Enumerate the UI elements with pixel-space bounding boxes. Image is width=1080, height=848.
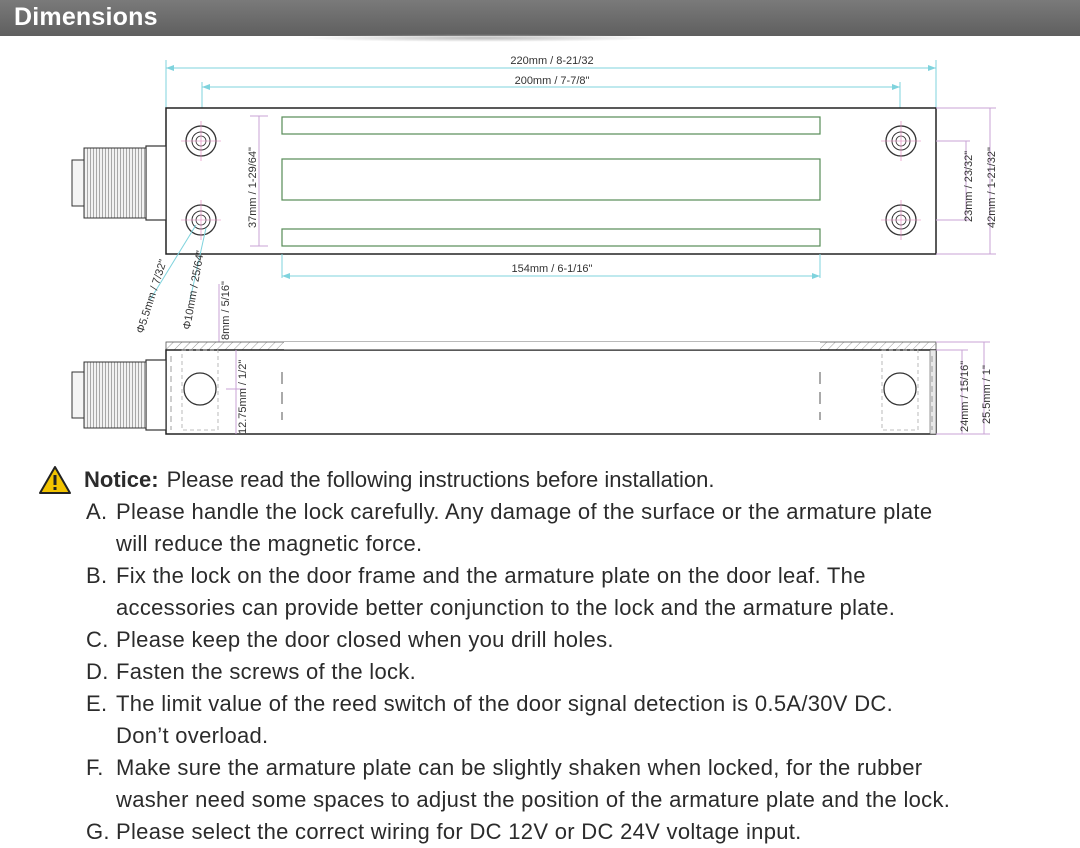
item-text: Fasten the screws of the lock. (116, 659, 417, 684)
warning-icon (38, 465, 72, 495)
hole-large-label: Φ10mm / 25/64" (181, 249, 207, 331)
inner-length-label: 154mm / 6-1/16" (511, 263, 593, 275)
instruction-item (86, 688, 1068, 752)
item-letter: C. (86, 627, 109, 652)
instruction-item (86, 624, 1068, 656)
dimension-drawing (0, 40, 1080, 450)
cable-connector-top (72, 146, 166, 220)
instruction-item (86, 496, 1068, 560)
notice-heading (38, 464, 1068, 496)
instruction-item (86, 752, 1068, 816)
overall-height-label: 42mm / 1-21/32" (986, 147, 998, 228)
item-text-cont: accessories can provide better conjunction to the lock and the armature plate. (116, 595, 896, 620)
hole-small-label: Φ5.5mm / 7/32" (134, 258, 170, 335)
item-letter: G. (86, 819, 110, 844)
side-total-height-label: 25.5mm / 1" (981, 365, 993, 424)
notice-label: Notice: (84, 467, 159, 492)
notice-intro: Please read the following instructions before installation. (166, 467, 715, 492)
item-text: The limit value of the reed switch of the door signal detection is 0.5A/30V DC. (116, 691, 893, 716)
plate-thickness-label: 8mm / 5/16" (220, 281, 232, 340)
item-text: Fix the lock on the door frame and the armature plate on the door leaf. The (116, 563, 866, 588)
overall-length-label: 220mm / 8-21/32 (510, 55, 594, 67)
item-text: Make sure the armature plate can be slightly shaken when locked, for the rubber (116, 755, 923, 780)
cable-connector-side (72, 360, 166, 430)
item-letter: E. (86, 691, 108, 716)
item-letter: A. (86, 499, 108, 524)
instruction-list (86, 496, 1068, 848)
item-text-cont: washer need some spaces to adjust the position of the armature plate and the lock. (116, 787, 951, 812)
item-letter: B. (86, 563, 108, 588)
item-letter: D. (86, 659, 109, 684)
instruction-item (86, 560, 1068, 624)
item-letter: F. (86, 755, 104, 780)
instruction-item (86, 656, 1068, 688)
side-height-label: 24mm / 15/16" (959, 360, 971, 432)
item-text: Please keep the door closed when you drill holes. (116, 627, 614, 652)
item-text-cont: Don’t overload. (116, 723, 269, 748)
side-hole-height-label: 12.75mm / 1/2" (237, 359, 249, 434)
hole-spacing-height-label: 37mm / 1-29/64" (247, 147, 259, 228)
hole-spacing-length-label: 200mm / 7-7/8" (514, 75, 590, 87)
header-bar (0, 0, 1080, 36)
instruction-item (86, 816, 1068, 848)
notice-section (38, 464, 1068, 848)
page-title: Dimensions (14, 3, 158, 31)
item-text: Please select the correct wiring for DC 12V or DC 24V voltage input. (116, 819, 802, 844)
item-text-cont: will reduce the magnetic force. (116, 531, 423, 556)
hole-spacing-short-label: 23mm / 23/32" (963, 150, 975, 222)
item-text: Please handle the lock carefully. Any damage of the surface or the armature plate (116, 499, 933, 524)
